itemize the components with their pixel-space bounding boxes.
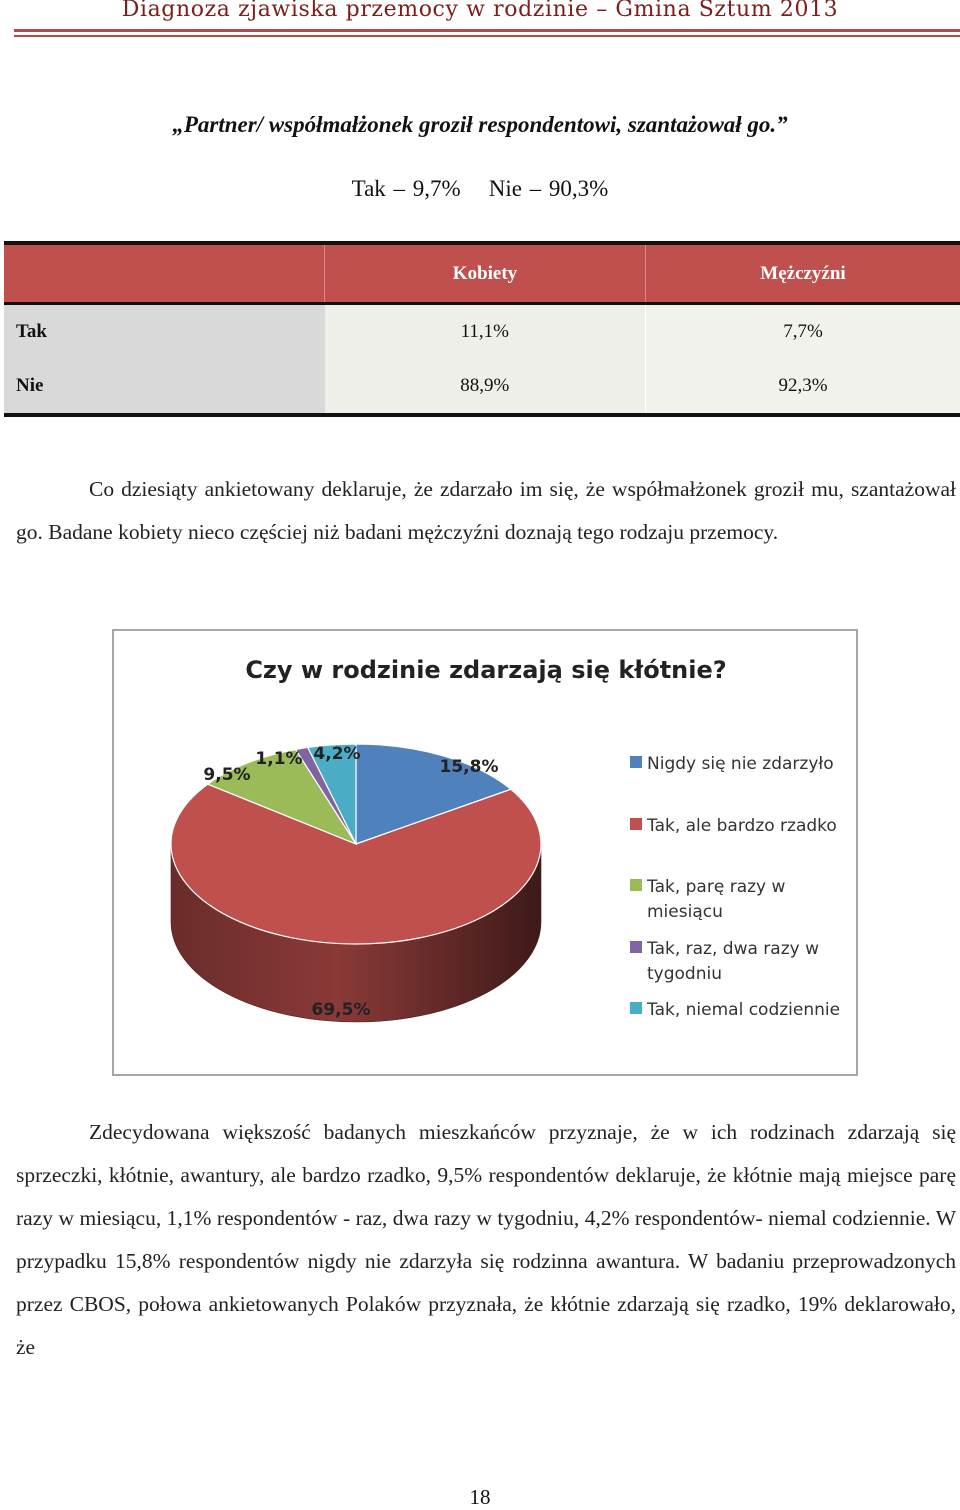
table-header-cell (4, 243, 325, 304)
data-label-2: 9,5% (203, 765, 250, 785)
legend-swatch-2 (630, 879, 642, 891)
header-title: Diagnoza zjawiska przemocy w rodzinie – Gmina Sztum 2013 (0, 0, 960, 22)
summary-no: Nie – 90,3% (489, 176, 609, 201)
data-label-1: 69,5% (312, 1000, 371, 1020)
page-number: 18 (0, 1485, 960, 1510)
chart-title: Czy w rodzinie zdarzają się kłótnie? (245, 656, 726, 684)
legend-label-4: Tak, niemal codziennie (646, 1000, 840, 1020)
summary-yes: Tak – 9,7% (352, 176, 461, 201)
row-label-tak: Tak (4, 304, 325, 360)
legend-swatch-0 (630, 756, 642, 768)
legend-swatch-1 (630, 818, 642, 830)
pie-chart (112, 629, 858, 1076)
paragraph-2: Zdecydowana większość badanych mieszkańców przyznaje, że w ich rodzinach zdarzają się sprzeczki, kłótnie, awantury, ale bardzo rzadko, 9,5% respondentów deklaruje, że kłótnie mają miejsce parę razy w miesiącu, 1,1% respondentów - raz, dwa razy w tygodniu, 4,2% respondentów- niemal codziennie. W przypadku 15,8% respondentów nigdy nie zdarzyła się rodzinna awantura. W badaniu przeprowadzonych przez CBOS, połowa ankietowanych Polaków przyznała, że kłótnie zdarzają się rzadko, 19% deklarowało, że (16, 1111, 956, 1369)
cell-tak-kobiety: 11,1% (325, 304, 646, 360)
row-label-nie: Nie (4, 359, 325, 415)
data-label-0: 15,8% (440, 757, 499, 777)
question-title: „Partner/ współmałżonek groził respondentowi, szantażował go.” (0, 112, 960, 138)
legend-label-0: Nigdy się nie zdarzyło (647, 754, 834, 774)
paragraph-1: Co dziesiąty ankietowany deklaruje, że zdarzało im się, że współmałżonek groził mu, szantażował go. Badane kobiety nieco częściej niż badani mężczyźni doznają tego rodzaju przemocy. (16, 468, 956, 554)
data-label-4: 4,2% (313, 744, 360, 764)
table-row (4, 304, 960, 360)
cell-nie-kobiety: 88,9% (325, 359, 646, 415)
legend-label-1: Tak, ale bardzo rzadko (646, 816, 837, 836)
legend-label-3: Tak, raz, dwa razy w tygodniu (646, 939, 819, 984)
pie-chart-svg (114, 631, 856, 1074)
table-header-row (4, 243, 960, 304)
legend-swatch-3 (630, 941, 642, 953)
cell-tak-mezczyzni: 7,7% (646, 304, 960, 360)
table-row (4, 359, 960, 415)
table-header-kobiety: Kobiety (325, 243, 646, 304)
header-rule-top (14, 29, 960, 32)
data-label-3: 1,1% (255, 749, 302, 769)
legend-label-2: Tak, parę razy w miesiącu (646, 877, 785, 922)
header-rule-bottom (14, 35, 960, 37)
question-summary (0, 176, 960, 202)
table-header-mezczyzni: Mężczyźni (646, 243, 960, 304)
cell-nie-mezczyzni: 92,3% (646, 359, 960, 415)
gender-table (4, 241, 960, 417)
page-header (0, 0, 960, 40)
legend-swatch-4 (630, 1002, 642, 1014)
